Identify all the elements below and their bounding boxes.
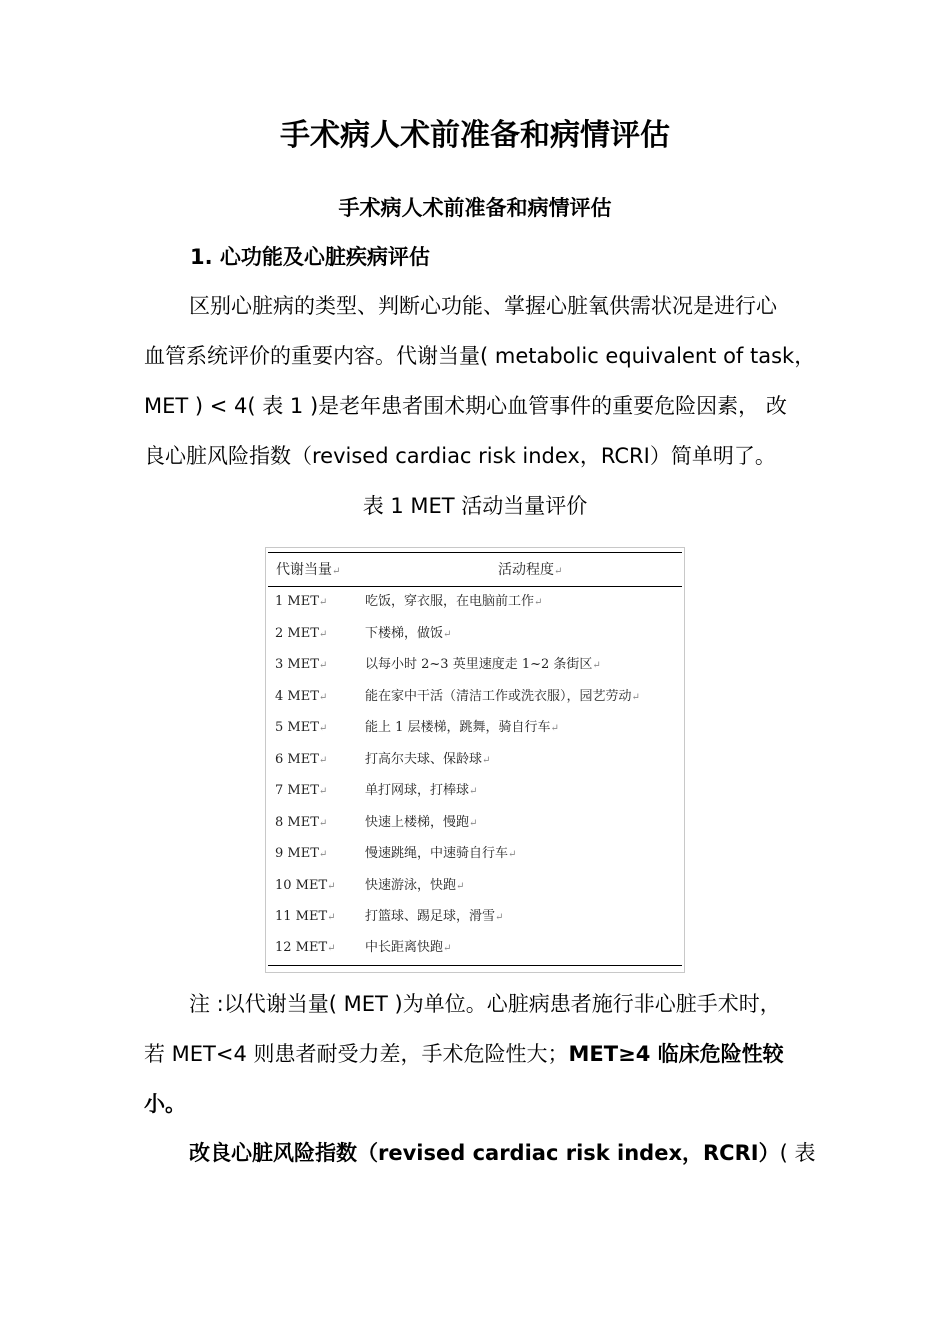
table-header-rule [268,586,682,587]
table-cell-met: 7 MET↵ [275,783,328,798]
table-cell-met: 6 MET↵ [275,752,328,767]
table-cell-met: 11 MET↵ [275,909,336,924]
table-cell-activity: 中长距离快跑↵ [365,940,452,955]
note-line: 注 :以代谢当量( MET )为单位。心脏病患者施行非心脏手术时， [189,992,781,1016]
table-cell-activity: 能在家中干活（清洁工作或洗衣服），园艺劳动↵ [365,689,640,704]
document-subtitle: 手术病人术前准备和病情评估 [338,196,612,220]
table-cell-met: 10 MET↵ [275,878,336,893]
table-cell-activity: 打篮球、踢足球，滑雪↵ [365,909,504,924]
table-cell-met: 4 MET↵ [275,689,328,704]
table-cell-met: 9 MET↵ [275,846,328,861]
table-cell-activity: 能上 1 层楼梯，跳舞，骑自行车↵ [365,720,559,735]
table-cell-met: 5 MET↵ [275,720,328,735]
note-line: 若 MET<4 则患者耐受力差，手术危险性大；MET≥4 临床危险性较 [144,1042,784,1066]
table-cell-activity: 快速上楼梯，慢跑↵ [365,815,478,830]
table-cell-activity: 慢速跳绳，中速骑自行车↵ [365,846,517,861]
met-table [265,547,685,973]
document-title: 手术病人术前准备和病情评估 [280,118,670,153]
paragraph-line: 区别心脏病的类型、判断心功能、掌握心脏氧供需状况是进行心 [189,294,777,318]
note-line: 小。 [144,1092,186,1116]
table-cell-activity: 快速游泳，快跑↵ [365,878,465,893]
table-bottom-rule [268,965,682,966]
table-cell-activity: 下楼梯，做饭↵ [365,626,452,641]
section-heading: 1. 心功能及心脏疾病评估 [190,245,430,269]
table-cell-activity: 吃饭，穿衣服，在电脑前工作↵ [365,594,543,609]
paragraph-line: 良心脏风险指数（revised cardiac risk index，RCRI）简单明了。 [144,444,776,468]
table-cell-met: 12 MET↵ [275,940,336,955]
table-cell-activity: 以每小时 2~3 英里速度走 1~2 条街区↵ [365,657,601,672]
table-cell-met: 2 MET↵ [275,626,328,641]
table-caption: 表 1 MET 活动当量评价 [362,494,588,518]
table-header-activity: 活动程度↵ [498,562,563,578]
table-header-met: 代谢当量↵ [276,562,341,578]
paragraph-line: 血管系统评价的重要内容。代谢当量( metabolic equivalent of task， [144,344,816,368]
table-cell-activity: 打高尔夫球、保龄球↵ [365,752,491,767]
paragraph-line: 改良心脏风险指数（revised cardiac risk index，RCRI）( 表 [189,1141,816,1165]
table-cell-met: 3 MET↵ [275,657,328,672]
table-top-rule [268,552,682,553]
paragraph-line: MET ) < 4( 表 1 )是老年患者围术期心血管事件的重要危险因素， 改 [144,394,787,418]
table-cell-activity: 单打网球，打棒球↵ [365,783,478,798]
table-cell-met: 1 MET↵ [275,594,328,609]
table-cell-met: 8 MET↵ [275,815,328,830]
